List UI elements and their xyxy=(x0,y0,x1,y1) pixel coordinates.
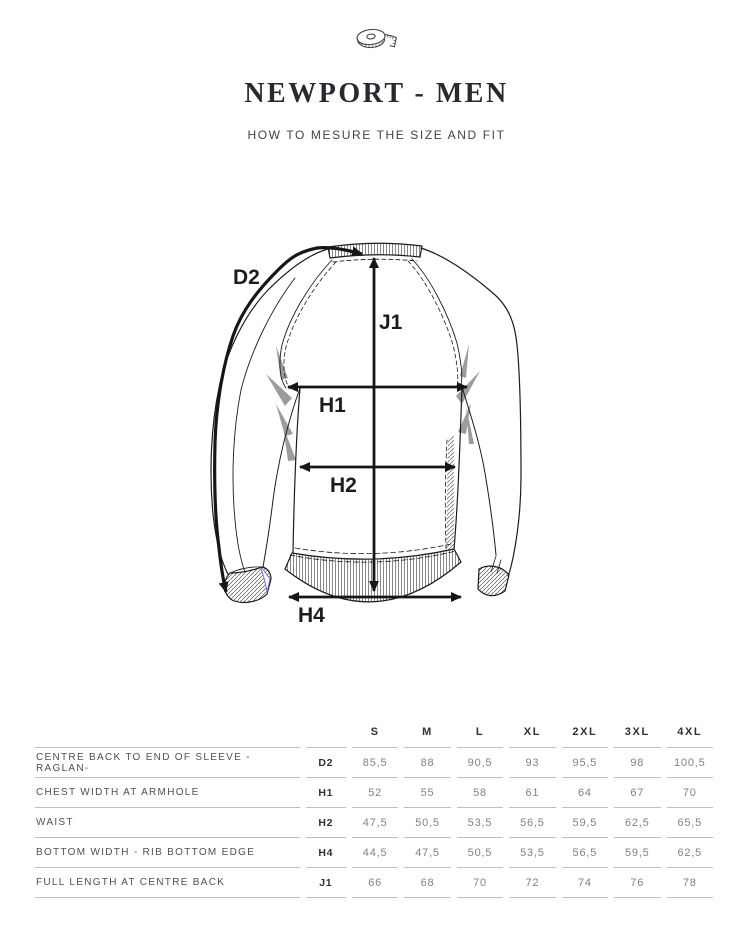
size-value: 47,5 xyxy=(404,838,450,868)
size-value: 93 xyxy=(509,748,555,778)
table-row xyxy=(35,778,713,808)
size-value: 59,5 xyxy=(562,808,608,838)
size-value: 62,5 xyxy=(667,838,713,868)
size-value: 85,5 xyxy=(352,748,398,778)
h4-label: H4 xyxy=(298,604,325,627)
size-value: 72 xyxy=(509,868,555,898)
measurement-label: FULL LENGTH AT CENTRE BACK xyxy=(35,868,300,898)
size-table-body xyxy=(35,748,713,898)
label-column-header xyxy=(35,716,300,748)
size-value: 55 xyxy=(404,778,450,808)
size-value: 100,5 xyxy=(667,748,713,778)
size-column-header: 4XL xyxy=(667,716,713,748)
sweater-outline xyxy=(211,243,521,602)
size-value: 62,5 xyxy=(614,808,660,838)
size-table xyxy=(29,716,719,898)
size-column-header: S xyxy=(352,716,398,748)
measurement-code: H2 xyxy=(306,808,346,838)
size-value: 66 xyxy=(352,868,398,898)
size-column-header: M xyxy=(404,716,450,748)
d2-measure-line xyxy=(215,248,362,592)
size-value: 78 xyxy=(667,868,713,898)
measurement-label: BOTTOM WIDTH - RIB BOTTOM EDGE xyxy=(35,838,300,868)
h1-label: H1 xyxy=(319,394,346,417)
size-value: 70 xyxy=(667,778,713,808)
code-column-header xyxy=(306,716,346,748)
size-value: 47,5 xyxy=(352,808,398,838)
j1-label: J1 xyxy=(379,311,403,334)
size-value: 90,5 xyxy=(457,748,503,778)
size-value: 50,5 xyxy=(404,808,450,838)
table-row xyxy=(35,868,713,898)
measuring-tape-icon xyxy=(0,26,753,67)
measurement-code: H1 xyxy=(306,778,346,808)
size-value: 59,5 xyxy=(614,838,660,868)
size-value: 70 xyxy=(457,868,503,898)
size-value: 95,5 xyxy=(562,748,608,778)
size-value: 44,5 xyxy=(352,838,398,868)
measurement-arrows xyxy=(215,248,467,597)
size-column-header: XL xyxy=(509,716,555,748)
size-value: 53,5 xyxy=(457,808,503,838)
measurement-code: D2 xyxy=(306,748,346,778)
size-value: 68 xyxy=(404,868,450,898)
size-value: 65,5 xyxy=(667,808,713,838)
h2-label: H2 xyxy=(330,474,357,497)
measurement-label: CHEST WIDTH AT ARMHOLE xyxy=(35,778,300,808)
size-value: 74 xyxy=(562,868,608,898)
table-row xyxy=(35,748,713,778)
page-subtitle: HOW TO MESURE THE SIZE AND FIT xyxy=(247,128,506,142)
size-value: 76 xyxy=(614,868,660,898)
measurement-code: J1 xyxy=(306,868,346,898)
measurement-label: WAIST xyxy=(35,808,300,838)
measurement-label: CENTRE BACK TO END OF SLEEVE - RAGLAN- xyxy=(35,748,300,778)
size-column-header: L xyxy=(457,716,503,748)
size-value: 98 xyxy=(614,748,660,778)
size-table-head-row xyxy=(35,716,713,748)
d2-label: D2 xyxy=(233,266,260,289)
size-value: 67 xyxy=(614,778,660,808)
size-value: 56,5 xyxy=(562,838,608,868)
measurement-code: H4 xyxy=(306,838,346,868)
size-value: 61 xyxy=(509,778,555,808)
size-value: 64 xyxy=(562,778,608,808)
size-value: 53,5 xyxy=(509,838,555,868)
table-row xyxy=(35,838,713,868)
size-column-header: 2XL xyxy=(562,716,608,748)
page-title: NEWPORT - MEN xyxy=(244,78,509,109)
table-row xyxy=(35,808,713,838)
size-value: 88 xyxy=(404,748,450,778)
size-value: 56,5 xyxy=(509,808,555,838)
size-value: 52 xyxy=(352,778,398,808)
sweater-measurement-diagram xyxy=(130,228,650,648)
size-column-header: 3XL xyxy=(614,716,660,748)
size-value: 58 xyxy=(457,778,503,808)
size-value: 50,5 xyxy=(457,838,503,868)
